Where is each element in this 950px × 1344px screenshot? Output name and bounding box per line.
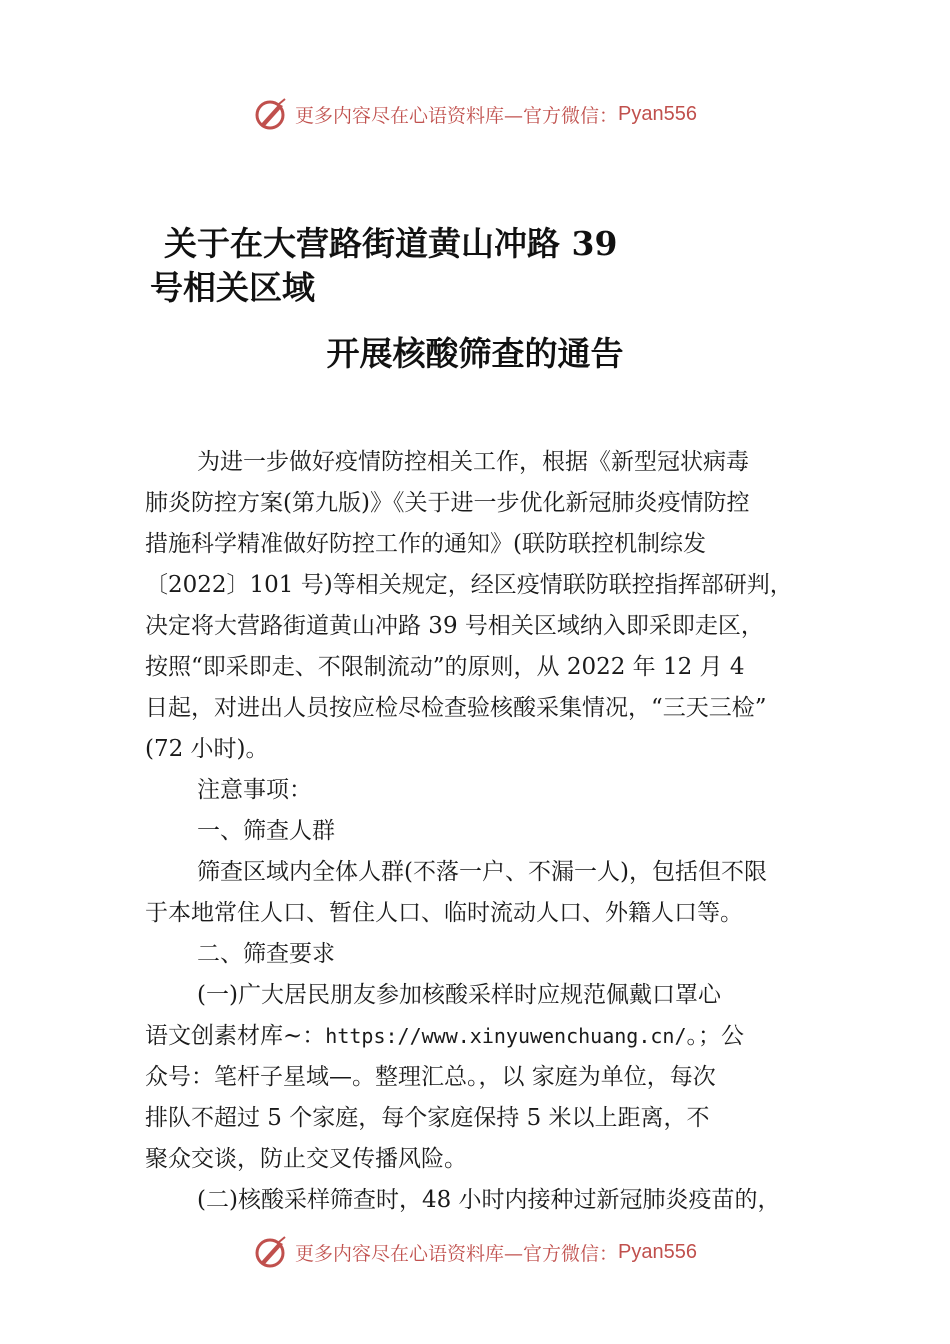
body-line-mixed [145,1016,835,1057]
body-line: 众号：笔杆子星域—。整理汇总。，以 家庭为单位，每次 [145,1064,716,1090]
body-line: 为进一步做好疫情防控相关工作，根据《新型冠状病毒 [197,449,749,475]
title-line-1: 关于在大营路街道黄山冲路 39 [164,224,618,263]
pen-logo-icon [253,1234,289,1270]
section-heading: 二、筛查要求 [197,941,335,967]
body-line: 措施科学精准做好防控工作的通知》(联防联控机制综发 [145,531,706,557]
banner-text: 更多内容尽在心语资料库—官方微信： [295,1242,619,1265]
banner-wechat-id: Pyan556 [618,102,697,125]
title-line-3: 开展核酸筛查的通告 [326,334,624,373]
body-line: 于本地常住人口、暂住人口、临时流动人口、外籍人口等。 [145,900,743,926]
body-line: 注意事项： [197,777,312,803]
body-text: 。；公 [686,1023,745,1049]
banner-text: 更多内容尽在心语资料库—官方微信： [295,104,619,127]
body-line: 肺炎防控方案(第九版)》《关于进一步优化新冠肺炎疫情防控 [145,490,750,516]
body-text: 语文创素材库~： [145,1023,326,1049]
document-body [145,442,835,1221]
body-line: 决定将大营路街道黄山冲路 39 号相关区域纳入即采即走区， [145,613,764,639]
banner-wechat-id: Pyan556 [618,1240,697,1263]
body-line: 聚众交谈，防止交叉传播风险。 [145,1146,467,1172]
body-line: (二)核酸采样筛查时，48 小时内接种过新冠肺炎疫苗的， [197,1187,781,1213]
source-url-text: https://www.xinyuwenchuang.cn/ [325,1024,687,1048]
body-line: 〔2022〕101 号)等相关规定，经区疫情联防联控指挥部研判， [145,572,793,598]
body-line: (72 小时)。 [145,736,269,762]
body-line: 日起，对进出人员按应检尽检查验核酸采集情况，“三天三检” [145,695,767,721]
body-line: 排队不超过 5 个家庭，每个家庭保持 5 米以上距离，不 [145,1105,710,1131]
body-line: 按照“即采即走、不限制流动”的原则，从 2022 年 12 月 4 [145,654,745,680]
footer-watermark-banner [0,1232,950,1272]
title-line-2: 号相关区域 [150,268,315,307]
header-watermark-banner [0,94,950,134]
document-title [150,222,670,310]
body-line: 筛查区域内全体人群(不落一户、不漏一人)，包括但不限 [197,859,767,885]
body-line: (一)广大居民朋友参加核酸采样时应规范佩戴口罩心 [197,982,721,1008]
pen-logo-icon [253,96,289,132]
section-heading: 一、筛查人群 [197,818,335,844]
